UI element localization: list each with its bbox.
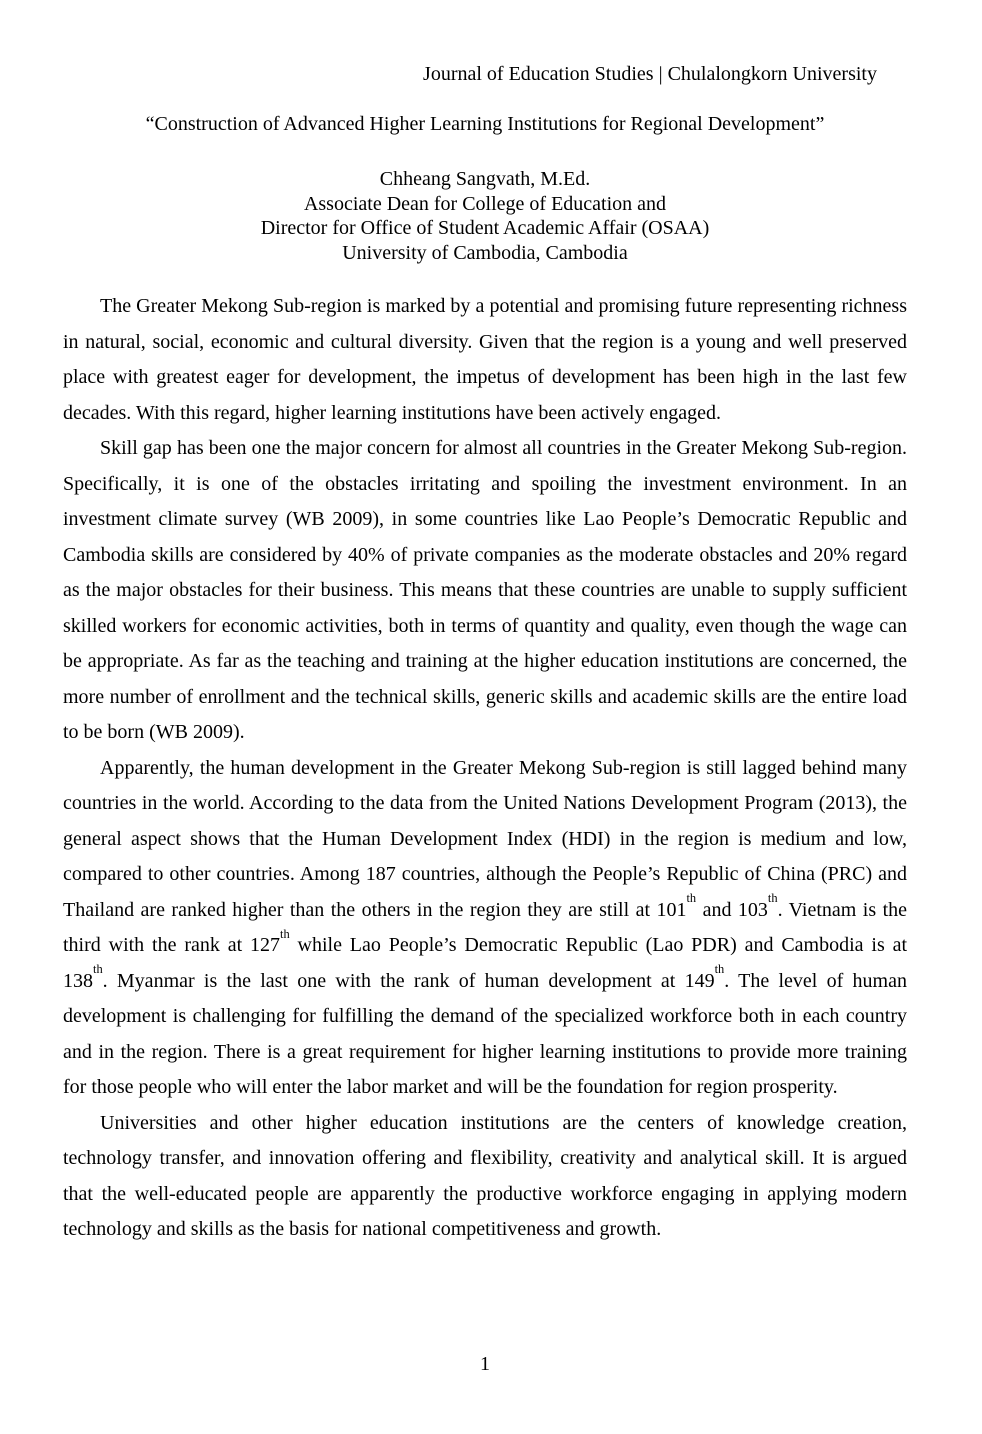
ordinal-superscript: th (686, 891, 697, 906)
paper-title: “Construction of Advanced Higher Learning Institutions for Regional Development” (145, 113, 825, 135)
paragraph-text: . Myanmar is the last one with the rank of human development at 149 (102, 969, 715, 992)
paragraph-3 (63, 751, 907, 1106)
paragraph-text: . The level of human development is challenging for fulfilling the demand of the specialized workforce both in each country and in the region. There is a great requirement for higher learning institutions to provide more training for those people who will enter the labor market and will be the foundation for region prosperity. (63, 969, 907, 1098)
journal-header: Journal of Education Studies | Chulalongkorn University (423, 63, 877, 85)
paragraph-4 (63, 1106, 907, 1248)
paragraph-text: The Greater Mekong Sub-region is marked by a potential and promising future representing richness in natural, social, economic and cultural diversity. Given that the region is a young and well preserved place with greatest eager for development, the impetus of development has been high in the last few decades. With this regard, higher learning institutions have been actively engaged. (63, 295, 907, 424)
paragraph-1 (63, 289, 907, 431)
paragraph-text: . Vietnam is the third with the rank at 127 (63, 898, 908, 956)
paper-body (63, 289, 907, 1248)
paragraph-text: and 103 (696, 898, 768, 921)
author-affiliation: University of Cambodia, Cambodia (342, 241, 628, 264)
paragraph-text: while Lao People’s Democratic Republic (Lao PDR) and Cambodia is at 138 (63, 934, 908, 992)
author-role-1: Associate Dean for College of Education and (303, 192, 667, 215)
ordinal-superscript: th (93, 962, 103, 977)
author-role-2: Director for Office of Student Academic Affair (OSAA) (260, 217, 710, 239)
paragraph-2 (63, 431, 907, 751)
paragraph-text: Universities and other higher education institutions are the centers of knowledge creation, technology transfer, and innovation offering and flexibility, creativity and analytical skill. It is argued that the well-educated people are apparently the productive workforce engaging in applying modern technology and skills as the basis for national competitiveness and growth. (63, 1111, 907, 1240)
ordinal-superscript: th (767, 891, 778, 906)
paragraph-text: Skill gap has been one the major concern for almost all countries in the Greater Mekong Sub-region. Specifically, it is one of the obstacles irritating and spoiling the investment environment. In an investment climate survey (WB 2009), in some countries like Lao People’s Democratic Republic and Cambodia skills are considered by 40% of private companies as the moderate obstacles and 20% regard as the major obstacles for their business. This means that these countries are unable to supply sufficient skilled workers for economic activities, both in terms of quantity and quality, even though the wage can be appropriate. As far as the teaching and training at the higher education institutions are concerned, the more number of enrollment and the technical skills, generic skills and academic skills are the entire load to be born (WB 2009). (63, 437, 907, 743)
page-number: 1 (480, 1353, 490, 1375)
paragraph-text: Apparently, the human development in the Greater Mekong Sub-region is still lagged behind many countries in the world. According to the data from the United Nations Development Program (2013), the general aspect shows that the Human Development Index (HDI) in the region is medium and low, compared to other countries. Among 187 countries, although the People’s Republic of China (PRC) and Thailand are ranked higher than the others in the region they are still at 101 (63, 756, 907, 921)
author-name: Chheang Sangvath, M.Ed. (379, 168, 591, 190)
ordinal-superscript: th (280, 926, 290, 941)
ordinal-superscript: th (714, 962, 725, 977)
author-block (63, 167, 907, 265)
